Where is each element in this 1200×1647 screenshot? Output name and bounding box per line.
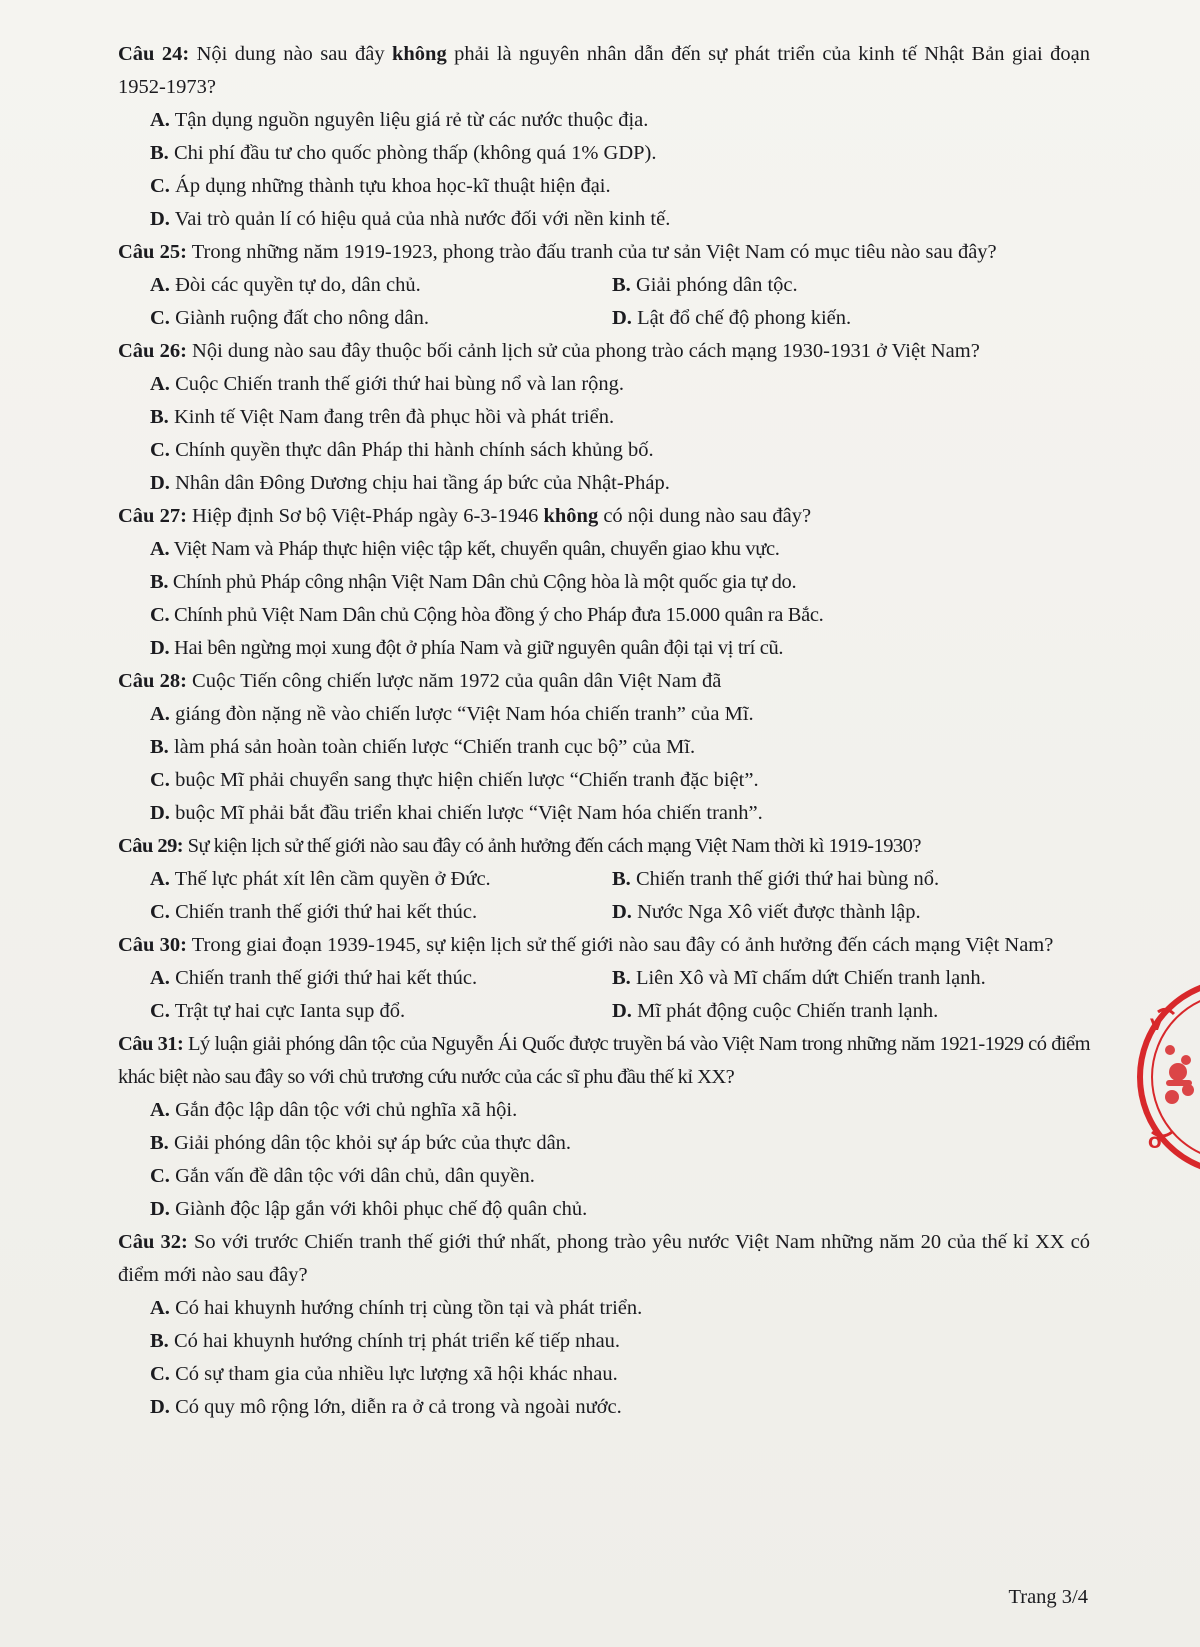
option-b: B. làm phá sản hoàn toàn chiến lược “Chiến tranh cục bộ” của Mĩ. [150,736,696,758]
option-c: C. Chính phủ Việt Nam Dân chủ Cộng hòa đồng ý cho Pháp đưa 15.000 quân ra Bắc. [150,604,824,626]
options [150,368,1090,500]
question-list [118,38,1090,1424]
option-b: B. Liên Xô và Mĩ chấm dứt Chiến tranh lạnh. [612,967,986,989]
question-label: Câu 28: [118,670,187,692]
option-c: C. Giành ruộng đất cho nông dân. [150,307,429,329]
option-b: B. Chi phí đầu tư cho quốc phòng thấp (không quá 1% GDP). [150,142,657,164]
option-c: C. Chính quyền thực dân Pháp thi hành chính sách khủng bố. [150,439,654,461]
options [150,698,1090,830]
question-stem: Câu 31: Lý luận giải phóng dân tộc của Nguyễn Ái Quốc được truyền bá vào Việt Nam trong những năm 1921-1929 có điểm khác biệt nào sau đây so với chủ trương cứu nước của các sĩ phu đầu thế kỉ XX? [118,1033,1090,1088]
options [150,269,1090,335]
option-a: A. giáng đòn nặng nề vào chiến lược “Việt Nam hóa chiến tranh” của Mĩ. [150,703,754,725]
option-a: A. Tận dụng nguồn nguyên liệu giá rẻ từ các nước thuộc địa. [150,109,649,131]
question-31 [118,1028,1090,1226]
option-d: D. buộc Mĩ phải bắt đầu triển khai chiến lược “Việt Nam hóa chiến tranh”. [150,802,763,824]
question-24 [118,38,1090,236]
option-b: B. Chính phủ Pháp công nhận Việt Nam Dân chủ Cộng hòa là một quốc gia tự do. [150,571,797,593]
option-d: D. Vai trò quản lí có hiệu quả của nhà nước đối với nền kinh tế. [150,208,671,230]
question-stem: Câu 27: Hiệp định Sơ bộ Việt-Pháp ngày 6-3-1946 không có nội dung nào sau đây? [118,505,812,527]
option-c: C. Gắn vấn đề dân tộc với dân chủ, dân quyền. [150,1165,535,1187]
option-b: B. Chiến tranh thế giới thứ hai bùng nổ. [612,868,940,890]
option-c: C. Trật tự hai cực Ianta sụp đổ. [150,1000,406,1022]
options [150,1292,1090,1424]
option-b: B. Có hai khuynh hướng chính trị phát triển kế tiếp nhau. [150,1330,621,1352]
option-a: A. Cuộc Chiến tranh thế giới thứ hai bùng nổ và lan rộng. [150,373,625,395]
options [150,533,1090,665]
question-label: Câu 25: [118,241,187,263]
question-label: Câu 26: [118,340,187,362]
emphasis: không [392,43,447,65]
option-b: B. Kinh tế Việt Nam đang trên đà phục hồi và phát triển. [150,406,615,428]
option-c: C. Chiến tranh thế giới thứ hai kết thúc. [150,901,478,923]
emphasis: không [543,505,599,527]
option-d: D. Giành độc lập gắn với khôi phục chế độ quân chủ. [150,1198,588,1220]
option-a: A. Có hai khuynh hướng chính trị cùng tồn tại và phát triển. [150,1297,643,1319]
page-number: Trang 3/4 [1008,1586,1088,1608]
option-a: A. Thế lực phát xít lên cầm quyền ở Đức. [150,868,491,890]
question-stem: Câu 28: Cuộc Tiến công chiến lược năm 1972 của quân dân Việt Nam đã [118,670,722,692]
option-d: D. Nước Nga Xô viết được thành lập. [612,901,921,923]
question-stem: Câu 30: Trong giai đoạn 1939-1945, sự kiện lịch sử thế giới nào sau đây có ảnh hưởng đến cách mạng Việt Nam? [118,934,1054,956]
option-b: B. Giải phóng dân tộc. [612,274,798,296]
options [150,104,1090,236]
question-26 [118,335,1090,500]
question-30 [118,929,1090,1028]
option-c: C. Có sự tham gia của nhiều lực lượng xã hội khác nhau. [150,1363,618,1385]
option-a: A. Đòi các quyền tự do, dân chủ. [150,274,421,296]
option-a: A. Việt Nam và Pháp thực hiện việc tập kết, chuyển quân, chuyển giao khu vực. [150,538,780,560]
option-a: A. Chiến tranh thế giới thứ hai kết thúc. [150,967,478,989]
option-a: A. Gắn độc lập dân tộc với chủ nghĩa xã hội. [150,1099,518,1121]
option-d: D. Nhân dân Đông Dương chịu hai tầng áp bức của Nhật-Pháp. [150,472,670,494]
question-stem: Câu 24: Nội dung nào sau đây không phải là nguyên nhân dẫn đến sự phát triển của kinh tế Nhật Bản giai đoạn 1952-1973? [118,43,1090,98]
question-28 [118,665,1090,830]
question-stem: Câu 32: So với trước Chiến tranh thế giới thứ nhất, phong trào yêu nước Việt Nam những năm 20 của thế kỉ XX có điểm mới nào sau đây? [118,1231,1090,1286]
question-stem: Câu 25: Trong những năm 1919-1923, phong trào đấu tranh của tư sản Việt Nam có mục tiêu nào sau đây? [118,241,997,263]
option-d: D. Lật đổ chế độ phong kiến. [612,307,852,329]
question-label: Câu 30: [118,934,187,956]
question-label: Câu 32: [118,1231,188,1253]
option-c: C. Áp dụng những thành tựu khoa học-kĩ thuật hiện đại. [150,175,611,197]
option-b: B. Giải phóng dân tộc khỏi sự áp bức của thực dân. [150,1132,572,1154]
seal-stamp-icon [1128,972,1200,1182]
option-d: D. Hai bên ngừng mọi xung đột ở phía Nam và giữ nguyên quân đội tại vị trí cũ. [150,637,784,659]
options [150,1094,1090,1226]
question-label: Câu 29: [118,835,184,857]
option-c: C. buộc Mĩ phải chuyển sang thực hiện chiến lược “Chiến tranh đặc biệt”. [150,769,759,791]
options [150,863,1090,929]
option-d: D. Có quy mô rộng lớn, diễn ra ở cả trong và ngoài nước. [150,1396,622,1418]
question-stem: Câu 26: Nội dung nào sau đây thuộc bối cảnh lịch sử của phong trào cách mạng 1930-1931 ở Việt Nam? [118,340,980,362]
svg-text:V: V [1150,1015,1163,1034]
question-25 [118,236,1090,335]
question-label: Câu 27: [118,505,187,527]
question-32 [118,1226,1090,1424]
options [150,962,1090,1028]
question-29 [118,830,1090,929]
question-label: Câu 31: [118,1033,184,1055]
question-label: Câu 24: [118,43,190,65]
question-27 [118,500,1090,665]
option-d: D. Mĩ phát động cuộc Chiến tranh lạnh. [612,1000,939,1022]
question-stem: Câu 29: Sự kiện lịch sử thế giới nào sau đây có ảnh hưởng đến cách mạng Việt Nam thời kì 1919-1930? [118,835,921,857]
svg-text:O: O [1148,1133,1162,1152]
